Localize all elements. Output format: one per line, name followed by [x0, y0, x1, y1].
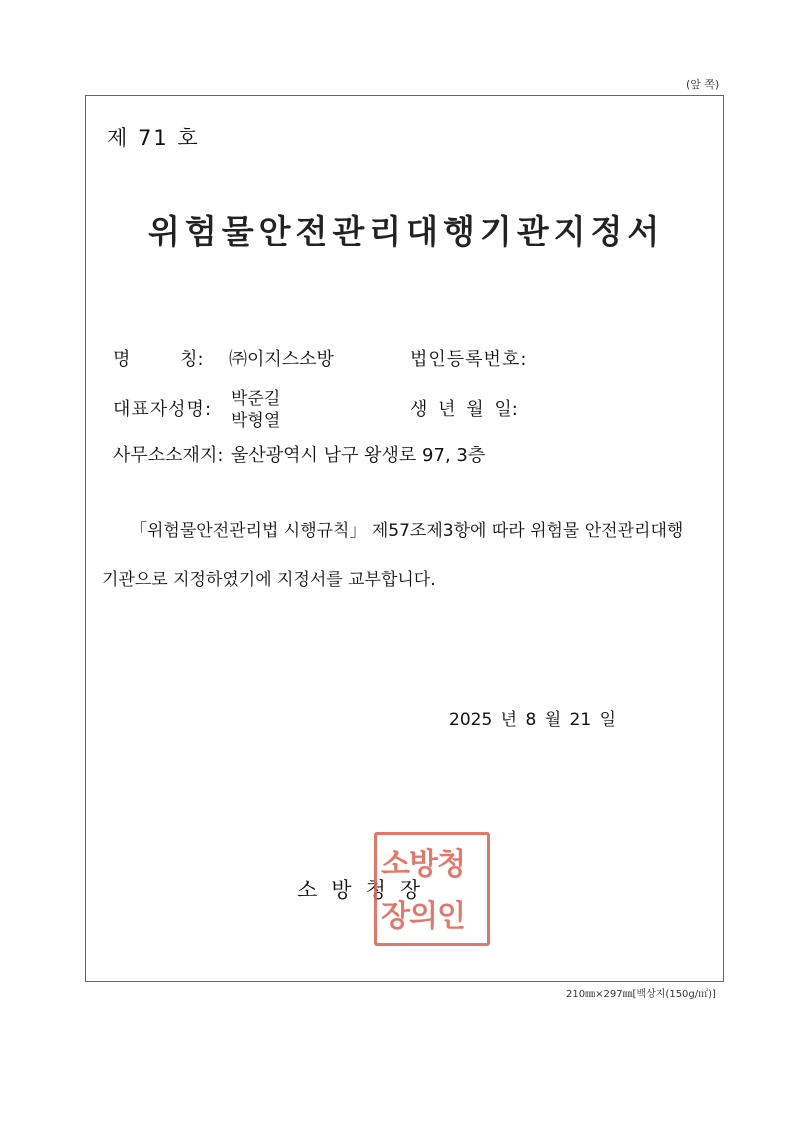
- address-label: 사무소소재지:: [113, 445, 224, 466]
- birth-date-label: 생 년 월 일:: [410, 399, 518, 420]
- name-value: ㈜이지스소방: [229, 349, 334, 370]
- representative-label: 대표자성명:: [113, 399, 213, 420]
- issue-date: 2025 년 8 월 21 일: [449, 710, 616, 730]
- body-text-line-2: 기관으로 지정하였기에 지정서를 교부합니다.: [102, 570, 436, 590]
- representative-name-2: 박형열: [231, 411, 281, 431]
- issuer-name: 소방청장: [297, 878, 435, 902]
- document-title: 위험물안전관리대행기관지정서: [148, 212, 665, 251]
- corp-reg-number-label: 법인등록번호:: [410, 349, 528, 370]
- name-label: 명 칭:: [113, 349, 204, 370]
- body-text-line-1: 「위험물안전관리법 시행규칙」 제57조제3항에 따라 위험물 안전관리대행: [130, 521, 684, 541]
- document-number: 제 71 호: [107, 126, 200, 150]
- address-value: 울산광역시 남구 왕생로 97, 3층: [231, 445, 486, 466]
- page-side-label: (앞 쪽): [686, 78, 720, 91]
- seal-text-bottom: 장의인: [381, 899, 465, 934]
- official-seal-stamp: [374, 832, 490, 946]
- seal-text-top: 소방청: [381, 847, 465, 882]
- paper-spec-note: 210㎜×297㎜[백상지(150g/㎡)]: [566, 989, 716, 1000]
- representative-name-1: 박준길: [231, 389, 281, 409]
